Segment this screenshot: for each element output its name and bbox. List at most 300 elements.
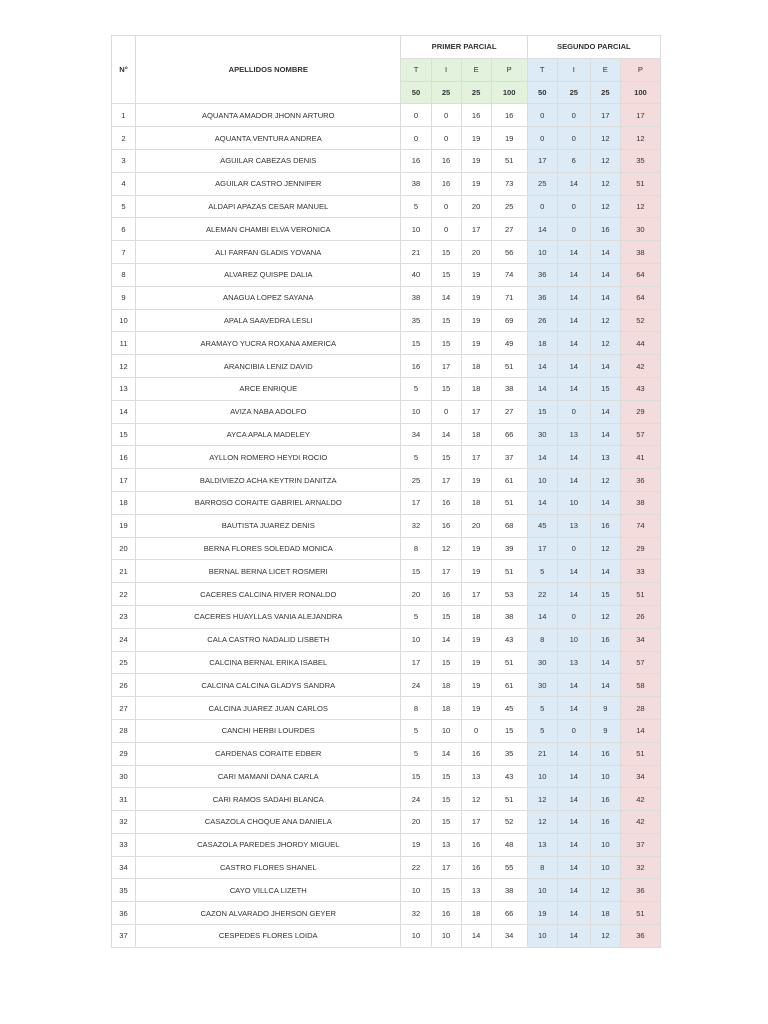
- score-p2-e: 14: [590, 491, 620, 514]
- student-name: ALDAPI APAZAS CESAR MANUEL: [136, 195, 401, 218]
- score-p2-e: 12: [590, 537, 620, 560]
- score-p1-i: 18: [431, 674, 461, 697]
- score-p1-i: 15: [431, 811, 461, 834]
- score-p1-e: 19: [461, 537, 491, 560]
- score-p2-p: 28: [620, 697, 660, 720]
- score-p2-p: 26: [620, 605, 660, 628]
- score-p1-i: 10: [431, 925, 461, 948]
- score-p1-e: 17: [461, 583, 491, 606]
- student-name: AGUILAR CABEZAS DENIS: [136, 149, 401, 172]
- col-header-p2-e: E: [590, 58, 620, 81]
- score-p1-p: 35: [491, 742, 527, 765]
- table-row: [112, 742, 661, 765]
- student-name: APALA SAAVEDRA LESLI: [136, 309, 401, 332]
- score-p1-t: 35: [401, 309, 431, 332]
- score-p1-p: 43: [491, 765, 527, 788]
- score-p2-e: 14: [590, 241, 620, 264]
- score-p2-i: 14: [557, 469, 590, 492]
- score-p2-t: 45: [527, 514, 557, 537]
- score-p1-p: 39: [491, 537, 527, 560]
- score-p1-p: 43: [491, 628, 527, 651]
- score-p1-i: 15: [431, 605, 461, 628]
- score-p2-e: 10: [590, 856, 620, 879]
- score-p1-t: 32: [401, 902, 431, 925]
- table-row: [112, 537, 661, 560]
- score-p1-p: 51: [491, 149, 527, 172]
- score-p1-i: 15: [431, 332, 461, 355]
- row-number: 33: [112, 833, 136, 856]
- score-p2-t: 0: [527, 127, 557, 150]
- score-p1-i: 15: [431, 309, 461, 332]
- score-p1-p: 49: [491, 332, 527, 355]
- score-p2-i: 14: [557, 902, 590, 925]
- row-number: 37: [112, 925, 136, 948]
- score-p1-t: 38: [401, 286, 431, 309]
- student-name: AYLLON ROMERO HEYDI ROCIO: [136, 446, 401, 469]
- score-p2-e: 9: [590, 697, 620, 720]
- score-p2-t: 18: [527, 332, 557, 355]
- score-p1-i: 10: [431, 719, 461, 742]
- student-name: ANAGUA LOPEZ SAYANA: [136, 286, 401, 309]
- score-p2-i: 13: [557, 423, 590, 446]
- score-p1-i: 17: [431, 856, 461, 879]
- table-row: [112, 104, 661, 127]
- score-p2-e: 10: [590, 833, 620, 856]
- col-max-p2-t: 50: [527, 81, 557, 104]
- score-p2-i: 6: [557, 149, 590, 172]
- score-p2-p: 41: [620, 446, 660, 469]
- score-p1-e: 19: [461, 172, 491, 195]
- score-p2-e: 14: [590, 423, 620, 446]
- table-row: [112, 127, 661, 150]
- score-p2-p: 74: [620, 514, 660, 537]
- student-name: CESPEDES FLORES LOIDA: [136, 925, 401, 948]
- col-header-name: APELLIDOS NOMBRE: [136, 36, 401, 104]
- score-p2-t: 14: [527, 377, 557, 400]
- score-p2-e: 10: [590, 765, 620, 788]
- score-p2-p: 29: [620, 537, 660, 560]
- col-max-p2-i: 25: [557, 81, 590, 104]
- student-name: BERNA FLORES SOLEDAD MONICA: [136, 537, 401, 560]
- table-row: [112, 833, 661, 856]
- score-p1-e: 19: [461, 651, 491, 674]
- score-p2-i: 14: [557, 697, 590, 720]
- score-p1-p: 52: [491, 811, 527, 834]
- score-p2-e: 12: [590, 879, 620, 902]
- score-p2-e: 12: [590, 332, 620, 355]
- col-max-p2-p: 100: [620, 81, 660, 104]
- score-p2-p: 51: [620, 172, 660, 195]
- score-p1-e: 18: [461, 377, 491, 400]
- score-p1-e: 19: [461, 469, 491, 492]
- col-header-p1-p: P: [491, 58, 527, 81]
- score-p1-e: 19: [461, 263, 491, 286]
- row-number: 22: [112, 583, 136, 606]
- score-p2-t: 14: [527, 446, 557, 469]
- row-number: 5: [112, 195, 136, 218]
- score-p1-t: 0: [401, 104, 431, 127]
- score-p2-t: 10: [527, 469, 557, 492]
- score-p2-t: 8: [527, 628, 557, 651]
- score-p2-t: 36: [527, 286, 557, 309]
- score-p2-e: 14: [590, 560, 620, 583]
- score-p1-i: 12: [431, 537, 461, 560]
- student-name: BAUTISTA JUAREZ DENIS: [136, 514, 401, 537]
- score-p2-i: 0: [557, 537, 590, 560]
- score-p2-p: 17: [620, 104, 660, 127]
- row-number: 24: [112, 628, 136, 651]
- score-p2-e: 16: [590, 811, 620, 834]
- score-p1-i: 13: [431, 833, 461, 856]
- student-name: CALCINA CALCINA GLADYS SANDRA: [136, 674, 401, 697]
- score-p2-i: 14: [557, 263, 590, 286]
- score-p1-t: 10: [401, 218, 431, 241]
- score-p1-p: 15: [491, 719, 527, 742]
- score-p1-t: 5: [401, 719, 431, 742]
- score-p2-i: 14: [557, 811, 590, 834]
- col-max-p1-p: 100: [491, 81, 527, 104]
- row-number: 9: [112, 286, 136, 309]
- score-p1-i: 0: [431, 218, 461, 241]
- score-p1-p: 48: [491, 833, 527, 856]
- score-p1-e: 18: [461, 355, 491, 378]
- table-row: [112, 788, 661, 811]
- table-row: [112, 719, 661, 742]
- score-p2-p: 42: [620, 355, 660, 378]
- score-p1-i: 16: [431, 172, 461, 195]
- score-p2-t: 14: [527, 355, 557, 378]
- score-p1-t: 0: [401, 127, 431, 150]
- student-name: AQUANTA AMADOR JHONN ARTURO: [136, 104, 401, 127]
- score-p2-p: 44: [620, 332, 660, 355]
- col-header-p2-t: T: [527, 58, 557, 81]
- score-p1-p: 55: [491, 856, 527, 879]
- row-number: 25: [112, 651, 136, 674]
- col-header-p2-p: P: [620, 58, 660, 81]
- score-p1-i: 15: [431, 263, 461, 286]
- score-p2-e: 14: [590, 400, 620, 423]
- score-p2-p: 57: [620, 651, 660, 674]
- score-p2-i: 14: [557, 879, 590, 902]
- score-p2-i: 0: [557, 127, 590, 150]
- score-p1-t: 17: [401, 491, 431, 514]
- score-p2-p: 58: [620, 674, 660, 697]
- score-p2-i: 14: [557, 788, 590, 811]
- score-p1-p: 74: [491, 263, 527, 286]
- score-p2-t: 0: [527, 195, 557, 218]
- score-p1-p: 53: [491, 583, 527, 606]
- score-p1-e: 19: [461, 286, 491, 309]
- table-row: [112, 286, 661, 309]
- score-p1-t: 24: [401, 674, 431, 697]
- score-p2-i: 14: [557, 560, 590, 583]
- score-p2-t: 0: [527, 104, 557, 127]
- score-p1-e: 18: [461, 605, 491, 628]
- score-p2-t: 10: [527, 879, 557, 902]
- score-p2-t: 10: [527, 241, 557, 264]
- row-number: 28: [112, 719, 136, 742]
- score-p2-e: 14: [590, 263, 620, 286]
- score-p2-e: 16: [590, 628, 620, 651]
- score-p1-e: 19: [461, 149, 491, 172]
- group-header-segundo-parcial: SEGUNDO PARCIAL: [527, 36, 660, 59]
- score-p2-i: 0: [557, 195, 590, 218]
- score-p1-e: 18: [461, 491, 491, 514]
- table-row: [112, 856, 661, 879]
- score-p2-p: 64: [620, 263, 660, 286]
- score-p1-t: 10: [401, 628, 431, 651]
- score-p2-t: 13: [527, 833, 557, 856]
- score-p1-e: 20: [461, 514, 491, 537]
- table-row: [112, 514, 661, 537]
- score-p1-t: 40: [401, 263, 431, 286]
- col-header-p1-e: E: [461, 58, 491, 81]
- table-row: [112, 423, 661, 446]
- score-p2-p: 12: [620, 195, 660, 218]
- score-p1-i: 14: [431, 628, 461, 651]
- score-p2-t: 10: [527, 925, 557, 948]
- score-p1-i: 17: [431, 560, 461, 583]
- score-p2-p: 38: [620, 491, 660, 514]
- score-p1-i: 16: [431, 514, 461, 537]
- score-p2-i: 14: [557, 355, 590, 378]
- score-p2-p: 32: [620, 856, 660, 879]
- score-p2-e: 16: [590, 742, 620, 765]
- score-p2-p: 42: [620, 811, 660, 834]
- student-name: ARANCIBIA LENIZ DAVID: [136, 355, 401, 378]
- score-p2-t: 5: [527, 560, 557, 583]
- student-name: CARDENAS CORAITE EDBER: [136, 742, 401, 765]
- student-name: BERNAL BERNA LICET ROSMERI: [136, 560, 401, 583]
- score-p1-i: 15: [431, 651, 461, 674]
- row-number: 19: [112, 514, 136, 537]
- table-row: [112, 605, 661, 628]
- score-p2-t: 5: [527, 697, 557, 720]
- table-row: [112, 651, 661, 674]
- score-p1-p: 61: [491, 469, 527, 492]
- score-p1-e: 19: [461, 332, 491, 355]
- score-p2-p: 51: [620, 583, 660, 606]
- score-p1-t: 19: [401, 833, 431, 856]
- score-p2-p: 42: [620, 788, 660, 811]
- col-header-p2-i: I: [557, 58, 590, 81]
- col-max-p1-e: 25: [461, 81, 491, 104]
- score-p2-i: 0: [557, 605, 590, 628]
- row-number: 17: [112, 469, 136, 492]
- row-number: 23: [112, 605, 136, 628]
- score-p1-e: 16: [461, 833, 491, 856]
- student-name: CARI RAMOS SADAHI BLANCA: [136, 788, 401, 811]
- score-p1-i: 0: [431, 195, 461, 218]
- student-name: CACERES HUAYLLAS VANIA ALEJANDRA: [136, 605, 401, 628]
- row-number: 32: [112, 811, 136, 834]
- score-p2-p: 30: [620, 218, 660, 241]
- score-p2-e: 12: [590, 149, 620, 172]
- score-p1-p: 37: [491, 446, 527, 469]
- score-p1-i: 14: [431, 423, 461, 446]
- score-p1-t: 10: [401, 400, 431, 423]
- row-number: 18: [112, 491, 136, 514]
- score-p1-p: 45: [491, 697, 527, 720]
- score-p2-t: 5: [527, 719, 557, 742]
- row-number: 12: [112, 355, 136, 378]
- score-p2-e: 9: [590, 719, 620, 742]
- score-p1-i: 14: [431, 286, 461, 309]
- row-number: 20: [112, 537, 136, 560]
- table-row: [112, 149, 661, 172]
- score-p1-e: 19: [461, 127, 491, 150]
- score-p1-t: 34: [401, 423, 431, 446]
- table-row: [112, 628, 661, 651]
- score-p1-p: 56: [491, 241, 527, 264]
- student-name: CAYO VILLCA LIZETH: [136, 879, 401, 902]
- table-row: [112, 309, 661, 332]
- score-p2-i: 14: [557, 925, 590, 948]
- score-p2-p: 38: [620, 241, 660, 264]
- score-p2-p: 34: [620, 765, 660, 788]
- student-name: ALVAREZ QUISPE DALIA: [136, 263, 401, 286]
- table-row: [112, 332, 661, 355]
- table-row: [112, 400, 661, 423]
- score-p1-t: 21: [401, 241, 431, 264]
- score-p2-t: 17: [527, 537, 557, 560]
- score-p2-t: 30: [527, 423, 557, 446]
- table-row: [112, 491, 661, 514]
- score-p1-i: 15: [431, 765, 461, 788]
- score-p1-p: 71: [491, 286, 527, 309]
- student-name: AGUILAR CASTRO JENNIFER: [136, 172, 401, 195]
- score-p1-i: 15: [431, 788, 461, 811]
- score-p2-e: 13: [590, 446, 620, 469]
- student-name: CALCINA BERNAL ERIKA ISABEL: [136, 651, 401, 674]
- score-p1-i: 0: [431, 127, 461, 150]
- score-p2-t: 36: [527, 263, 557, 286]
- score-p2-t: 12: [527, 788, 557, 811]
- score-p2-e: 12: [590, 309, 620, 332]
- score-p1-p: 19: [491, 127, 527, 150]
- score-p2-t: 22: [527, 583, 557, 606]
- score-p1-p: 68: [491, 514, 527, 537]
- score-p2-e: 17: [590, 104, 620, 127]
- score-p2-i: 14: [557, 833, 590, 856]
- score-p1-t: 20: [401, 583, 431, 606]
- score-p2-t: 30: [527, 651, 557, 674]
- score-p1-p: 27: [491, 218, 527, 241]
- row-number: 11: [112, 332, 136, 355]
- score-p2-p: 33: [620, 560, 660, 583]
- score-p2-t: 17: [527, 149, 557, 172]
- col-max-p1-t: 50: [401, 81, 431, 104]
- row-number: 29: [112, 742, 136, 765]
- score-p1-p: 73: [491, 172, 527, 195]
- row-number: 4: [112, 172, 136, 195]
- score-p1-e: 19: [461, 697, 491, 720]
- score-p1-t: 5: [401, 195, 431, 218]
- score-p1-t: 10: [401, 879, 431, 902]
- score-p1-e: 16: [461, 104, 491, 127]
- score-p2-e: 14: [590, 674, 620, 697]
- table-row: [112, 469, 661, 492]
- row-number: 30: [112, 765, 136, 788]
- score-p1-t: 20: [401, 811, 431, 834]
- grades-table: [111, 35, 661, 948]
- score-p2-i: 14: [557, 377, 590, 400]
- score-p2-e: 18: [590, 902, 620, 925]
- score-p2-t: 25: [527, 172, 557, 195]
- score-p2-i: 14: [557, 309, 590, 332]
- table-row: [112, 560, 661, 583]
- score-p2-i: 10: [557, 628, 590, 651]
- score-p2-t: 12: [527, 811, 557, 834]
- score-p1-t: 16: [401, 355, 431, 378]
- score-p1-e: 17: [461, 446, 491, 469]
- row-number: 8: [112, 263, 136, 286]
- row-number: 2: [112, 127, 136, 150]
- student-name: AVIZA NABA ADOLFO: [136, 400, 401, 423]
- row-number: 6: [112, 218, 136, 241]
- score-p2-i: 0: [557, 400, 590, 423]
- score-p2-e: 14: [590, 355, 620, 378]
- col-header-number: N°: [112, 36, 136, 104]
- score-p2-t: 21: [527, 742, 557, 765]
- table-row: [112, 765, 661, 788]
- score-p1-i: 18: [431, 697, 461, 720]
- score-p1-p: 66: [491, 423, 527, 446]
- table-row: [112, 879, 661, 902]
- score-p2-i: 14: [557, 583, 590, 606]
- score-p2-p: 29: [620, 400, 660, 423]
- score-p1-i: 15: [431, 446, 461, 469]
- student-name: CASTRO FLORES SHANEL: [136, 856, 401, 879]
- score-p1-p: 69: [491, 309, 527, 332]
- table-row: [112, 195, 661, 218]
- score-p2-i: 14: [557, 286, 590, 309]
- row-number: 35: [112, 879, 136, 902]
- student-name: BALDIVIEZO ACHA KEYTRIN DANITZA: [136, 469, 401, 492]
- score-p2-p: 34: [620, 628, 660, 651]
- score-p1-t: 8: [401, 537, 431, 560]
- score-p1-p: 16: [491, 104, 527, 127]
- score-p2-t: 30: [527, 674, 557, 697]
- student-name: BARROSO CORAITE GABRIEL ARNALDO: [136, 491, 401, 514]
- score-p1-i: 14: [431, 742, 461, 765]
- score-p1-p: 51: [491, 651, 527, 674]
- score-p2-t: 14: [527, 491, 557, 514]
- student-name: ARAMAYO YUCRA ROXANA AMERICA: [136, 332, 401, 355]
- score-p1-t: 16: [401, 149, 431, 172]
- score-p2-e: 12: [590, 127, 620, 150]
- col-header-p1-i: I: [431, 58, 461, 81]
- score-p1-i: 15: [431, 879, 461, 902]
- score-p2-i: 14: [557, 446, 590, 469]
- score-p1-p: 51: [491, 560, 527, 583]
- score-p1-t: 5: [401, 742, 431, 765]
- score-p1-t: 38: [401, 172, 431, 195]
- student-name: CACERES CALCINA RIVER RONALDO: [136, 583, 401, 606]
- score-p2-t: 15: [527, 400, 557, 423]
- score-p2-i: 10: [557, 491, 590, 514]
- score-p2-e: 16: [590, 514, 620, 537]
- score-p1-i: 16: [431, 902, 461, 925]
- score-p1-i: 16: [431, 583, 461, 606]
- score-p2-t: 19: [527, 902, 557, 925]
- row-number: 31: [112, 788, 136, 811]
- score-p1-t: 5: [401, 446, 431, 469]
- student-name: AQUANTA VENTURA ANDREA: [136, 127, 401, 150]
- score-p2-p: 57: [620, 423, 660, 446]
- score-p2-i: 13: [557, 651, 590, 674]
- score-p1-e: 20: [461, 195, 491, 218]
